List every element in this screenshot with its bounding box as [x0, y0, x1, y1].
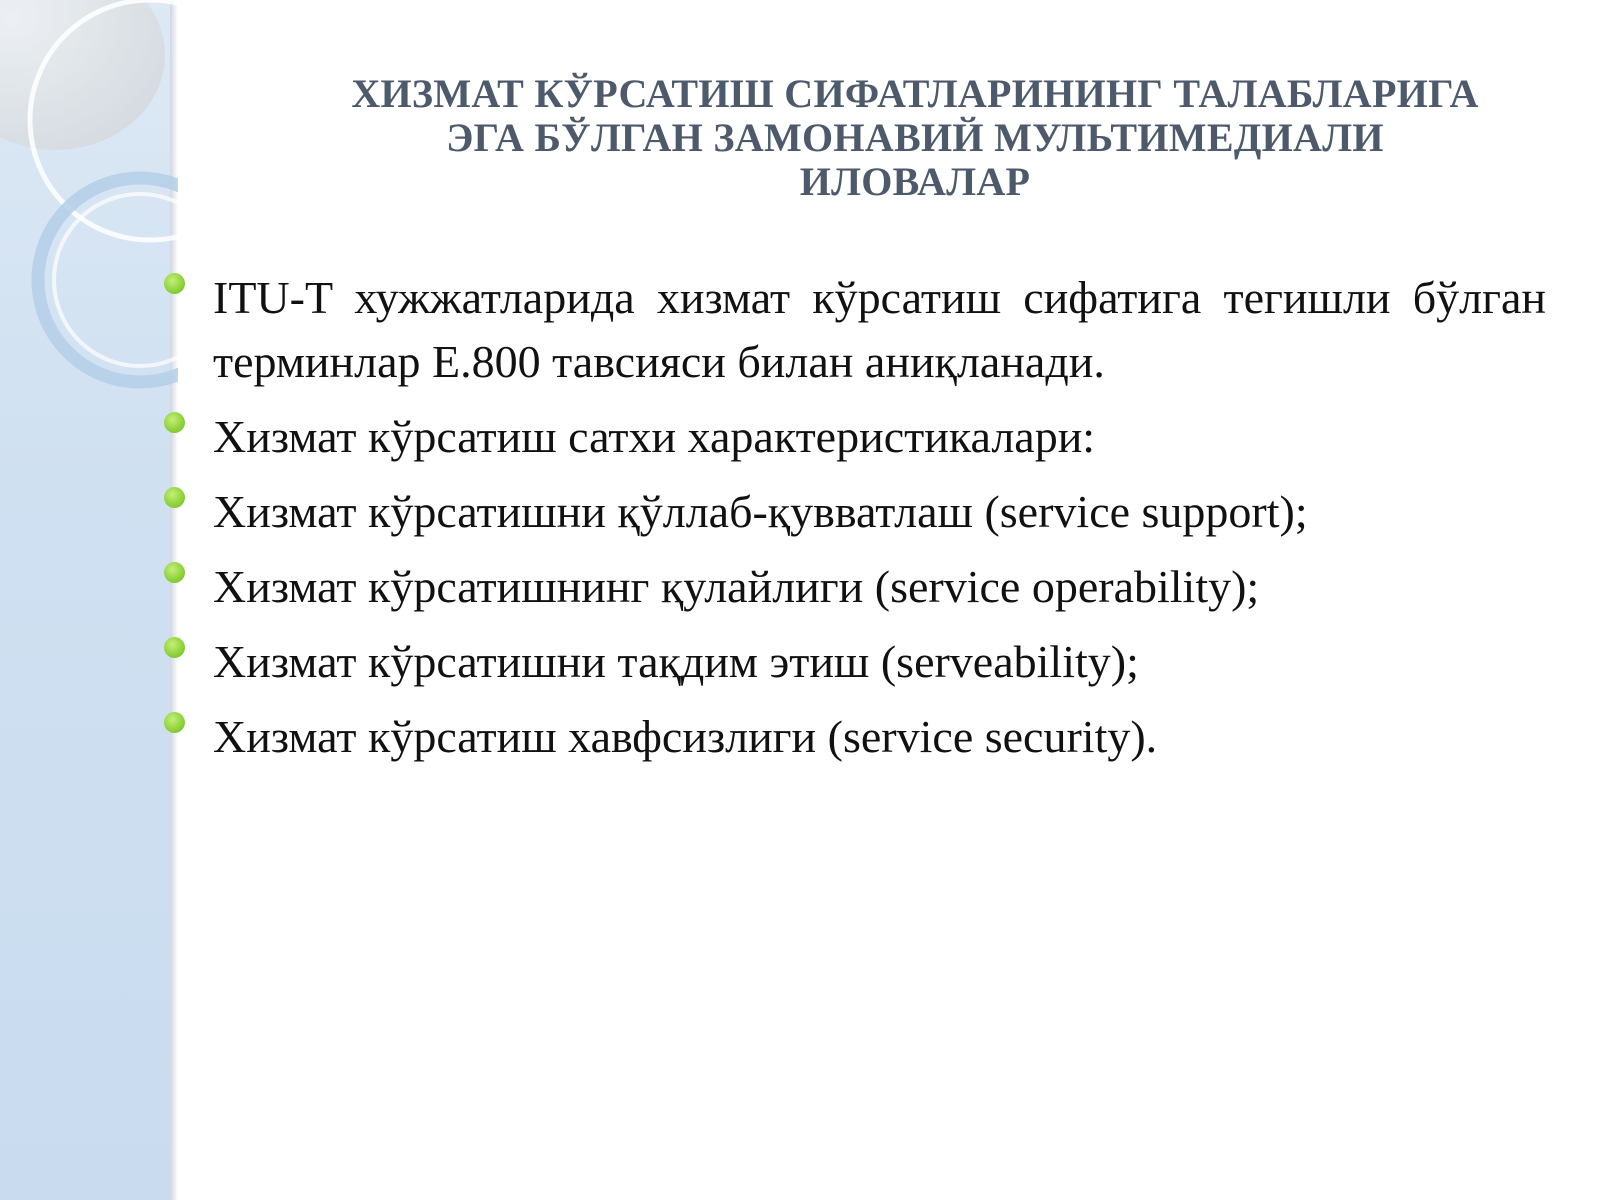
- bullet-text: Хизмат кўрсатишни қўллаб-қувватлаш (service support);: [213, 486, 1308, 537]
- green-dot-icon: [164, 712, 185, 733]
- bullet-item-service-support: [160, 480, 1546, 544]
- green-dot-icon: [164, 637, 185, 658]
- green-dot-icon: [164, 487, 185, 508]
- decorative-circles: [0, 0, 178, 420]
- bullet-text: Хизмат кўрсатиш хавфсизлиги (service security).: [213, 711, 1158, 762]
- bullet-list: [160, 266, 1546, 780]
- bullet-item-serveability: [160, 630, 1546, 694]
- slide-title-line-2: ЭГА БЎЛГАН ЗАМОНАВИЙ МУЛЬТИМЕДИАЛИ: [446, 115, 1384, 160]
- green-dot-icon: [164, 562, 185, 583]
- bullet-text: Хизмат кўрсатишнинг қулайлиги (service operability);: [213, 561, 1260, 612]
- bullet-item-service-security: [160, 705, 1546, 769]
- green-dot-icon: [164, 412, 185, 433]
- bullet-item-characteristics: [160, 405, 1546, 469]
- bullet-text: Хизмат кўрсатишни тақдим этиш (serveability);: [213, 636, 1139, 687]
- bullet-item-itu-t: [160, 266, 1546, 394]
- slide-title-line-3: ИЛОВАЛАР: [799, 159, 1031, 204]
- slide-title: [265, 72, 1565, 204]
- green-dot-icon: [164, 273, 185, 294]
- bullet-item-service-operability: [160, 555, 1546, 619]
- bullet-text: ITU-T хужжатларида хизмат кўрсатиш сифатига тегишли бўлган терминлар Е.800 тавсияси билан аниқланади.: [213, 272, 1546, 387]
- slide-title-line-1: ХИЗМАТ КЎРСАТИШ СИФАТЛАРИНИНГ ТАЛАБЛАРИГА: [351, 71, 1479, 116]
- bullet-text: Хизмат кўрсатиш сатхи характеристикалари:: [213, 411, 1096, 462]
